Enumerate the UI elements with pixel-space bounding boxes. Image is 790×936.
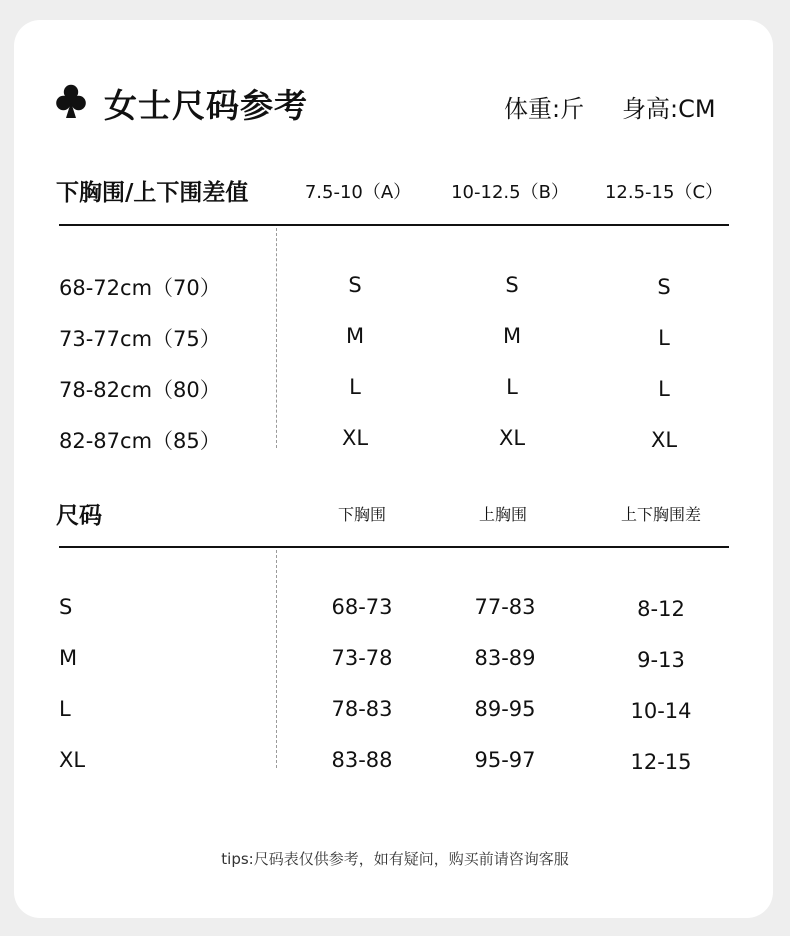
size-table-row-label: XL [59,748,86,772]
band-table-cell: XL [650,428,678,452]
size-table-cell: 83-89 [474,646,536,670]
size-table-column-divider [276,550,277,768]
band-table-row-label: 73-77cm（75） [59,327,221,351]
size-table-cell: 9-13 [637,648,685,672]
size-table-cell: 89-95 [474,697,536,721]
band-table-cell: M [502,324,522,348]
size-table-cell: 77-83 [474,595,536,619]
size-table-col-underbust: 下胸围 [337,505,387,524]
size-table-cell: 10-14 [630,699,692,723]
size-table-header-rule [59,546,729,548]
weight-unit: 体重:斤 [504,95,585,123]
size-table-title: 尺码 [56,503,102,529]
band-table-cell: M [345,324,365,348]
size-table-row-label: M [59,646,78,670]
band-table-col-a: 7.5-10（A） [304,182,412,203]
band-table-row-label: 68-72cm（70） [59,276,221,300]
size-table-cell: 95-97 [474,748,536,772]
size-table-cell: 83-88 [331,748,393,772]
tips-note: tips:尺码表仅供参考，如有疑问，购买前请咨询客服 [221,850,569,868]
size-table-col-difference: 上下胸围差 [620,505,702,524]
band-table-row-label: 78-82cm（80） [59,378,221,402]
band-table-cell: S [657,275,671,299]
band-table-cell: XL [341,426,369,450]
height-unit: 身高:CM [622,95,716,123]
club-icon [56,84,86,120]
band-table-cell: L [658,377,670,401]
size-table-row-label: L [59,697,71,721]
band-table-header-rule [59,224,729,226]
size-table-cell: 12-15 [630,750,692,774]
size-table-cell: 78-83 [331,697,393,721]
size-table-cell: 8-12 [637,597,685,621]
band-table-col-c: 12.5-15（C） [604,182,724,203]
band-table-row-label: 82-87cm（85） [59,429,221,453]
size-chart-card [14,20,773,918]
size-table-cell: 73-78 [331,646,393,670]
size-table-cell: 68-73 [331,595,393,619]
size-table-col-bust: 上胸围 [478,505,528,524]
band-table-cell: S [348,273,362,297]
page-title: 女士尺码参考 [104,86,308,125]
band-table-cell: L [349,375,361,399]
band-table-column-divider [276,228,277,448]
band-table-cell: L [658,326,670,350]
band-table-title: 下胸围/上下围差值 [56,180,249,206]
band-table-cell: XL [498,426,526,450]
band-table-cell: L [506,375,518,399]
size-table-row-label: S [59,595,73,619]
band-table-col-b: 10-12.5（B） [451,182,569,203]
band-table-cell: S [505,273,519,297]
